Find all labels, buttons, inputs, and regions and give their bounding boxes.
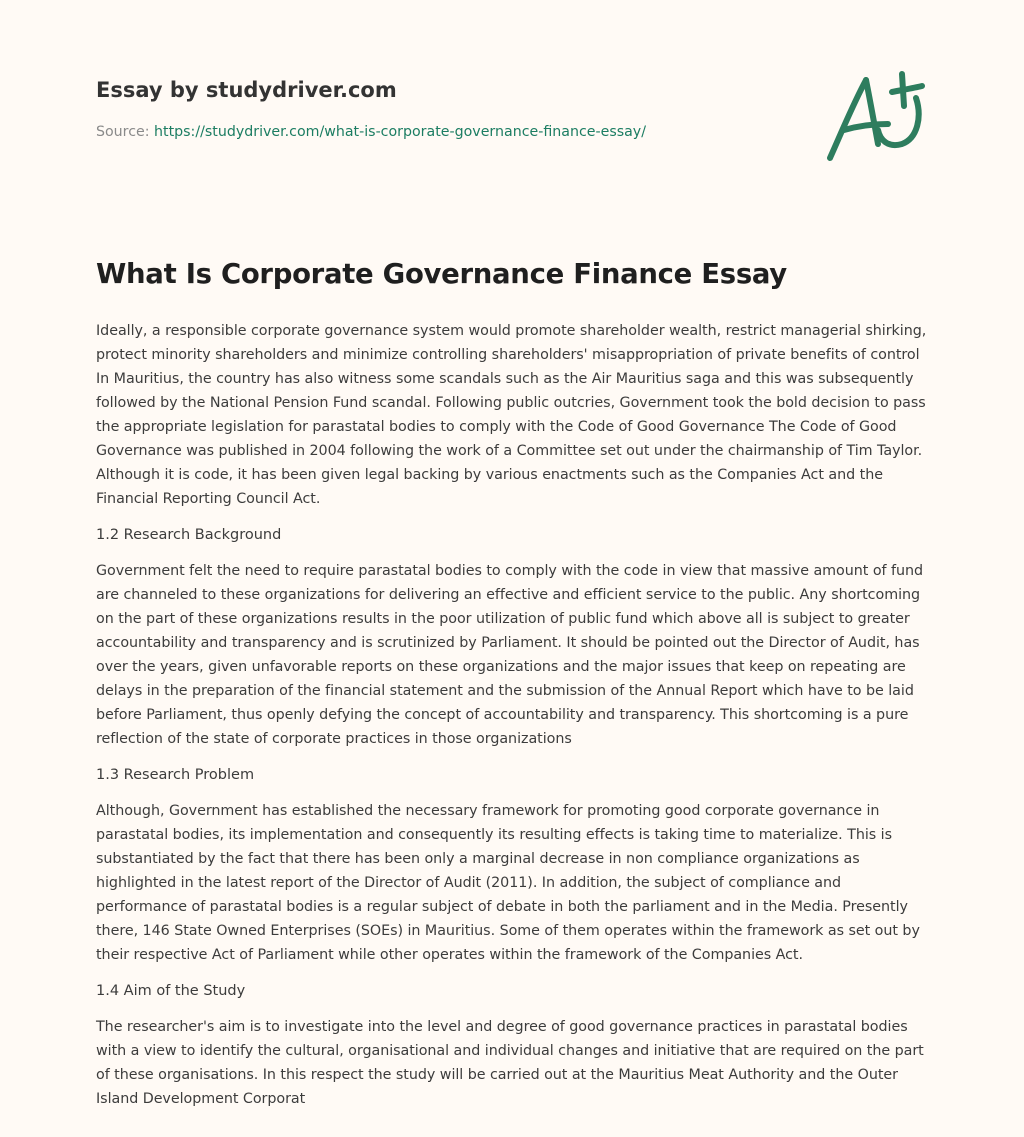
section-paragraph: Although, Government has established the necessary framework for promoting good corporate governance in parastatal bodies, its implementation and consequently its resulting effects is taking time to materialize. This is substantiated by the fact that there has been only a marginal decrease in non compliance organizations as highlighted in the latest report of the Director of Audit (2011). In addition, the subject of compliance and performance of parastatal bodies is a regular subject of debate in both the parliament and in the Media. Presently there, 146 State Owned Enterprises (SOEs) in Mauritius. Some of them operates within the framework as set out by their respective Act of Parliament while other operates within the framework of the Companies Act.: [96, 803, 920, 963]
section-research-background: [96, 523, 931, 751]
section-paragraph: Government felt the need to require parastatal bodies to comply with the code in view that massive amount of fund are channeled to these organizations for delivering an effective and efficient service to the public. Any shortcoming on the part of these organizations results in the poor utilization of public fund which above all is subject to greater accountability and transparency and is scrutinized by Parliament. It should be pointed out the Director of Audit, has over the years, given unfavorable reports on these organizations and the major issues that keep on repeating are delays in the preparation of the financial statement and the submission of the Annual Report which have to be laid before Parliament, thus openly defying the concept of accountability and transparency. This shortcoming is a pure reflection of the state of corporate practices in those organizations: [96, 563, 924, 747]
a-plus-grade-icon: [822, 66, 932, 166]
essay-article: [96, 255, 931, 1123]
section-heading: 1.2 Research Background: [96, 527, 282, 543]
page-header: [96, 76, 916, 142]
site-title: Essay by studydriver.com: [96, 78, 397, 102]
article-title: What Is Corporate Governance Finance Essay: [96, 258, 787, 290]
section-research-problem: [96, 763, 931, 967]
intro-paragraph: Ideally, a responsible corporate governance system would promote shareholder wealth, restrict managerial shirking, protect minority shareholders and minimize controlling shareholders' misappropriation of private benefits of control In Mauritius, the country has also witness some scandals such as the Air Mauritius saga and this was subsequently followed by the National Pension Fund scandal. Following public outcries, Government took the bold decision to pass the appropriate legislation for parastatal bodies to comply with the Code of Good Governance The Code of Good Governance was published in 2004 following the work of a Committee set out under the chairmanship of Tim Taylor. Although it is code, it has been given legal backing by various enactments such as the Companies Act and the Financial Reporting Council Act.: [96, 323, 927, 507]
section-heading: 1.3 Research Problem: [96, 767, 255, 783]
section-paragraph: The researcher's aim is to investigate into the level and degree of good governance practices in parastatal bodies with a view to identify the cultural, organisational and individual changes and initiative that are required on the part of these organisations. In this respect the study will be carried out at the Mauritius Meat Authority and the Outer Island Development Corporat: [96, 1019, 924, 1107]
source-link[interactable]: https://studydriver.com/what-is-corporate-governance-finance-essay/: [154, 124, 646, 140]
source-label: Source:: [96, 124, 155, 140]
section-heading: 1.4 Aim of the Study: [96, 983, 246, 999]
source-line: [96, 122, 916, 142]
section-aim-of-study: [96, 979, 931, 1111]
